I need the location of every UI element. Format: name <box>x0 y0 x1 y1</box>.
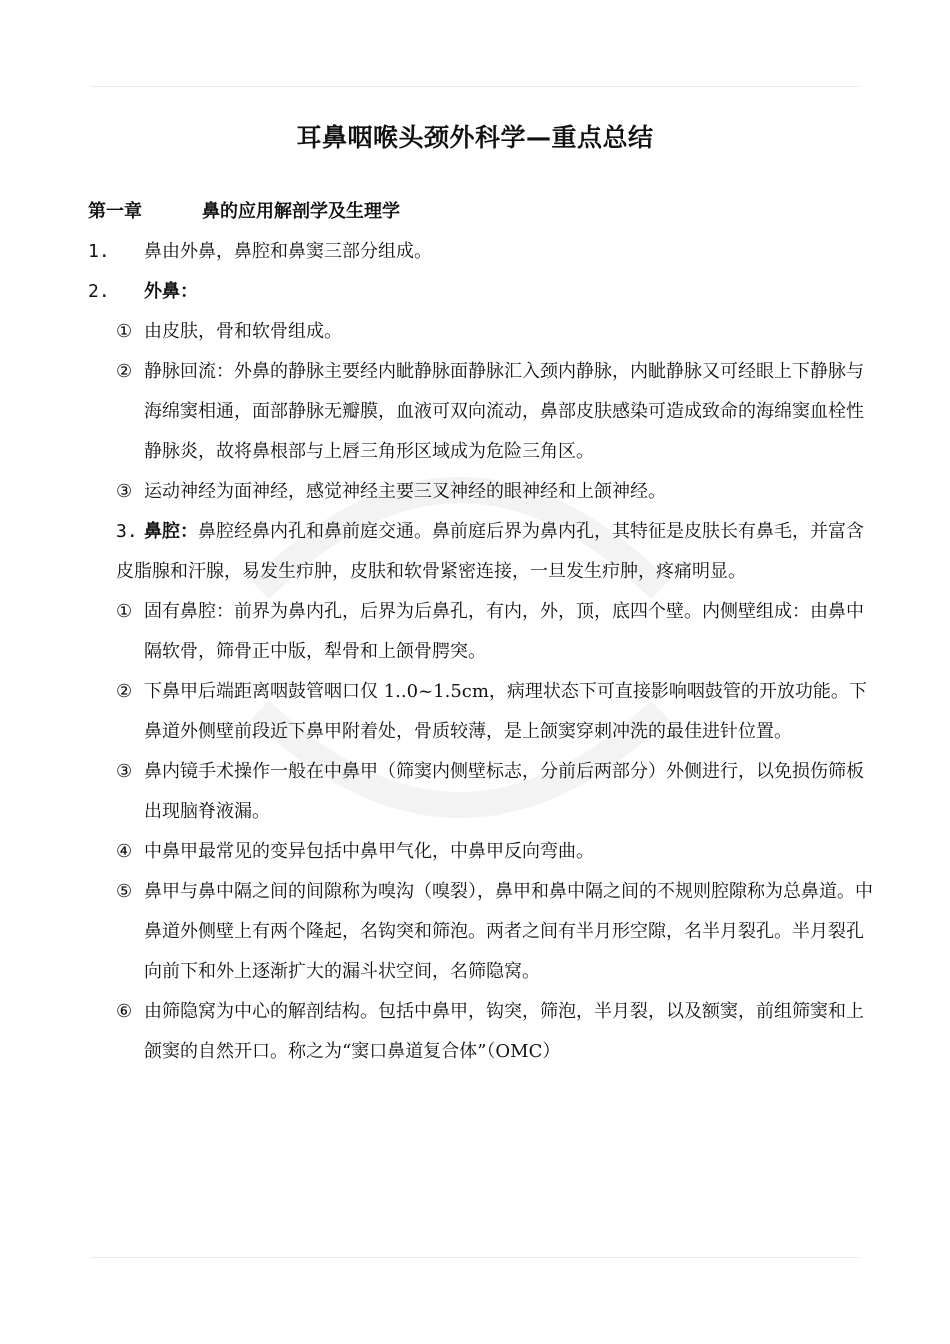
sub-item-text: 运动神经为面神经，感觉神经主要三叉神经的眼神经和上颌神经。 <box>144 481 666 502</box>
sub-item-text: 鼻甲与鼻中隔之间的间隙称为嗅沟（嗅裂），鼻甲和鼻中隔之间的不规则腔隙称为总鼻道。中鼻道外侧壁上有两个隆起，名钩突和筛泡。两者之间有半月形空隙，名半月裂孔。半月裂孔向前下和外上逐渐扩大的漏斗状空间，名筛隐窝。 <box>144 881 873 982</box>
sub-item-mark: ② <box>116 361 133 382</box>
sub-item <box>88 592 878 672</box>
sub-item <box>88 832 878 872</box>
sub-item-mark: ⑥ <box>116 1001 133 1022</box>
sub-item-mark: ④ <box>116 841 133 862</box>
footer-rule <box>90 1257 860 1258</box>
sub-item-text: 鼻内镜手术操作一般在中鼻甲（筛窦内侧壁标志，分前后两部分）外侧进行，以免损伤筛板出现脑脊液漏。 <box>144 761 864 822</box>
sub-item-mark: ③ <box>116 761 133 782</box>
chapter-name: 鼻的应用解剖学及生理学 <box>202 201 400 222</box>
sub-item-text: 由筛隐窝为中心的解剖结构。包括中鼻甲，钩突，筛泡，半月裂，以及额窦，前组筛窦和上颌窦的自然开口。称之为“窦口鼻道复合体”（OMC） <box>144 1001 864 1062</box>
list-item-2 <box>88 272 878 312</box>
page-title: 耳鼻咽喉头颈外科学—重点总结 <box>296 123 654 152</box>
item-label: 外鼻： <box>144 281 198 302</box>
header-rule <box>90 86 860 87</box>
sub-item <box>88 472 878 512</box>
chapter-number: 第一章 <box>88 201 142 222</box>
sub-item-mark: ⑤ <box>116 881 133 902</box>
sub-item-mark: ① <box>116 601 133 622</box>
sub-item <box>88 312 878 352</box>
sub-item-mark: ③ <box>116 481 133 502</box>
sub-item-mark: ② <box>116 681 133 702</box>
item-label: 鼻腔： <box>144 521 198 542</box>
item-number: 2. <box>88 281 110 302</box>
sub-item <box>88 672 878 752</box>
sub-item-text: 中鼻甲最常见的变异包括中鼻甲气化，中鼻甲反向弯曲。 <box>144 841 594 862</box>
list-item-1 <box>88 232 878 272</box>
sub-item-text: 固有鼻腔：前界为鼻内孔，后界为后鼻孔，有内，外，顶，底四个壁。内侧壁组成：由鼻中隔软骨，筛骨正中版，犁骨和上颌骨腭突。 <box>144 601 864 662</box>
item-number: 3. <box>116 521 138 542</box>
document-body <box>88 192 878 1072</box>
item-text: 鼻腔经鼻内孔和鼻前庭交通。鼻前庭后界为鼻内孔，其特征是皮肤长有鼻毛，并富含皮脂腺和汗腺，易发生疖肿，皮肤和软骨紧密连接，一旦发生疖肿，疼痛明显。 <box>116 521 864 582</box>
sub-item <box>88 752 878 832</box>
item-number: 1. <box>88 241 110 262</box>
item-text: 鼻由外鼻，鼻腔和鼻窦三部分组成。 <box>144 241 432 262</box>
sub-item-mark: ① <box>116 321 133 342</box>
sub-item <box>88 872 878 992</box>
list-item-3 <box>88 512 878 592</box>
sub-item <box>88 992 878 1072</box>
sub-item-text: 下鼻甲后端距离咽鼓管咽口仅 1..0~1.5cm，病理状态下可直接影响咽鼓管的开放功能。下鼻道外侧壁前段近下鼻甲附着处，骨质较薄，是上颌窦穿刺冲洗的最佳进针位置。 <box>144 681 867 742</box>
sub-item-text: 由皮肤，骨和软骨组成。 <box>144 321 342 342</box>
sub-item <box>88 352 878 472</box>
sub-item-text: 静脉回流：外鼻的静脉主要经内眦静脉面静脉汇入颈内静脉，内眦静脉又可经眼上下静脉与海绵窦相通，面部静脉无瓣膜，血液可双向流动，鼻部皮肤感染可造成致命的海绵窦血栓性静脉炎，故将鼻根部与上唇三角形区域成为危险三角区。 <box>144 361 864 462</box>
chapter-heading <box>88 192 878 232</box>
